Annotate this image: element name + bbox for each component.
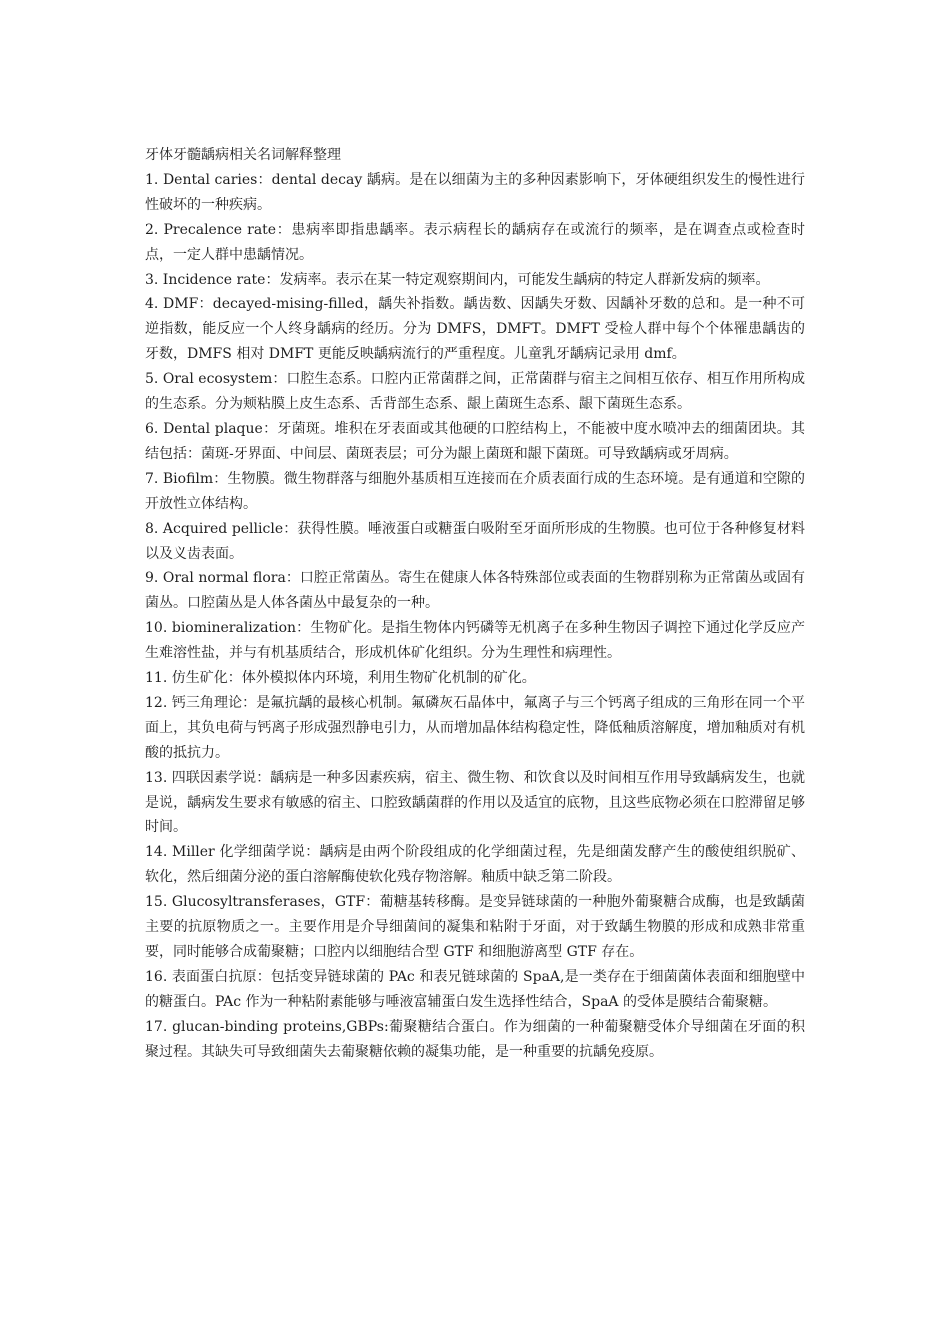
term-entry-12: 12. 钙三角理论：是氟抗龋的最核心机制。氟磷灰石晶体中，氟离子与三个钙离子组成的三角形在同一个平面上，其负电荷与钙离子形成强烈静电引力，从而增加晶体结构稳定性，降低釉质溶解度，增加釉质对有机酸的抵抗力。 (145, 694, 805, 761)
term-entry-16: 16. 表面蛋白抗原：包括变异链球菌的 PAc 和表兄链球菌的 SpaA,是一类存在于细菌菌体表面和细胞壁中的糖蛋白。PAc 作为一种粘附素能够与唾液富辅蛋白发生选择性结合，SpaA 的受体是膜结合葡聚糖。 (145, 968, 805, 1010)
term-entry-9: 9. Oral normal flora：口腔正常菌丛。寄生在健康人体各特殊部位或表面的生物群别称为正常菌丛或固有菌丛。口腔菌丛是人体各菌丛中最复杂的一种。 (145, 570, 805, 612)
term-entry-4: 4. DMF：decayed-mising-filled，龋失补指数。龋齿数、因龋失牙数、因龋补牙数的总和。是一种不可逆指数，能反应一个人终身龋病的经历。分为 DMFS，DMFT。DMFT 受检人群中每个个体罹患龋齿的牙数，DMFS 相对 DMFT 更能反映龋病流行的严重程度。儿童乳牙龋病记录用 dmf。 (145, 296, 805, 363)
term-entry-2: 2. Precalence rate：患病率即指患龋率。表示病程长的龋病存在或流行的频率，是在调查点或检查时点，一定人群中患龋情况。 (145, 221, 805, 263)
term-entry-11: 11. 仿生矿化：体外模拟体内环境，利用生物矿化机制的矿化。 (145, 670, 536, 687)
term-entry-7: 7. Biofilm：生物膜。微生物群落与细胞外基质相互连接而在介质表面行成的生态环境。是有通道和空隙的开放性立体结构。 (145, 470, 805, 512)
term-entry-17: 17. glucan-binding proteins,GBPs:葡聚糖结合蛋白。作为细菌的一种葡聚糖受体介导细菌在牙面的积聚过程。其缺失可导致细菌失去葡聚糖依赖的凝集功能，是一种重要的抗龋免疫原。 (145, 1018, 805, 1060)
term-entry-1: 1. Dental caries：dental decay 龋病。是在以细菌为主的多种因素影响下，牙体硬组织发生的慢性进行性破坏的一种疾病。 (145, 171, 805, 213)
term-entry-3: 3. Incidence rate：发病率。表示在某一特定观察期间内，可能发生龋病的特定人群新发病的频率。 (145, 271, 770, 288)
term-entry-8: 8. Acquired pellicle：获得性膜。唾液蛋白或糖蛋白吸附至牙面所形成的生物膜。也可位于各种修复材料以及义齿表面。 (145, 520, 805, 562)
term-entry-15: 15. Glucosyltransferases，GTF：葡糖基转移酶。是变异链球菌的一种胞外葡聚糖合成酶，也是致龋菌主要的抗原物质之一。主要作用是介导细菌间的凝集和粘附于牙面，对于致龋生物膜的形成和成熟非常重要，同时能够合成葡聚糖；口腔内以细胞结合型 GTF 和细胞游离型 GTF 存在。 (145, 894, 805, 960)
document-title: 牙体牙髓龋病相关名词解释整理 (145, 147, 341, 163)
document-page (145, 143, 805, 1065)
term-entry-5: 5. Oral ecosystem：口腔生态系。口腔内正常菌群之间，正常菌群与宿主之间相互依存、相互作用所构成的生态系。分为颊粘膜上皮生态系、舌背部生态系、龈上菌斑生态系、龈下菌斑生态系。 (145, 371, 805, 413)
term-entry-14: 14. Miller 化学细菌学说：龋病是由两个阶段组成的化学细菌过程，先是细菌发酵产生的酸使组织脱矿、软化，然后细菌分泌的蛋白溶解酶使软化残存物溶解。釉质中缺乏第二阶段。 (145, 844, 805, 886)
term-list (145, 168, 805, 1065)
term-entry-6: 6. Dental plaque：牙菌斑。堆积在牙表面或其他硬的口腔结构上，不能被中度水喷冲去的细菌团块。其结包括：菌斑-牙界面、中间层、菌斑表层；可分为龈上菌斑和龈下菌斑。可导致龋病或牙周病。 (145, 420, 805, 462)
term-entry-10: 10. biomineralization：生物矿化。是指生物体内钙磷等无机离子在多种生物因子调控下通过化学反应产生难溶性盐，并与有机基质结合，形成机体矿化组织。分为生理性和病理性。 (145, 620, 805, 662)
term-entry-13: 13. 四联因素学说：龋病是一种多因素疾病，宿主、微生物、和饮食以及时间相互作用导致龋病发生，也就是说，龋病发生要求有敏感的宿主、口腔致龋菌群的作用以及适宜的底物，且这些底物必须在口腔滞留足够时间。 (145, 769, 805, 836)
